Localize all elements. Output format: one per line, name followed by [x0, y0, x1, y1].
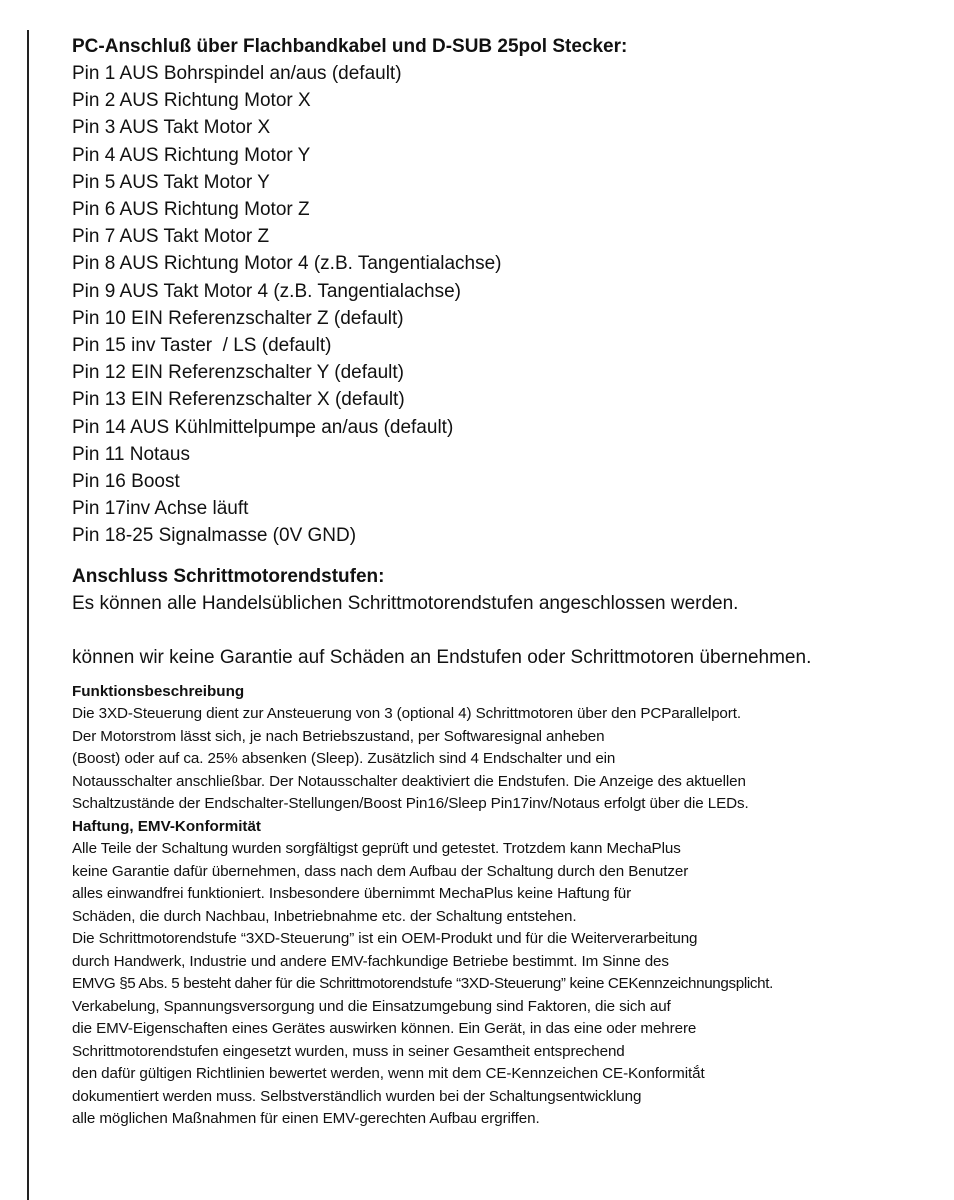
- text-line: Verkabelung, Spannungsversorgung und die Einsatzumgebung sind Faktoren, die sich auf: [72, 997, 671, 1015]
- pin-line: Pin 14 AUS Kühlmittelpumpe an/aus (default): [72, 416, 454, 438]
- text-line: Die Schrittmotorendstufe “3XD-Steuerung” ist ein OEM-Produkt und für die Weiterverarbeitung: [72, 930, 698, 948]
- text-line: Notausschalter anschließbar. Der Notausschalter deaktiviert die Endstufen. Die Anzeige des aktuellen: [72, 772, 746, 790]
- pin-line: Pin 4 AUS Richtung Motor Y: [72, 144, 311, 166]
- pin-line: Pin 17inv Achse läuft: [72, 498, 249, 520]
- stepper-connection-text: Es können alle Handelsüblichen Schrittmotorendstufen angeschlossen werden.: [72, 592, 739, 614]
- pin-line: Pin 16 Boost: [72, 471, 180, 493]
- pc-connection-heading: PC-Anschluß über Flachbandkabel und D-SUB 25pol Stecker:: [72, 36, 628, 57]
- text-line: durch Handwerk, Industrie und andere EMV-fachkundige Betriebe bestimmt. Im Sinne des: [72, 952, 669, 970]
- stepper-warranty-text: können wir keine Garantie auf Schäden an Endstufen oder Schrittmotoren übernehmen.: [72, 646, 812, 668]
- text-line: den dafür gültigen Richtlinien bewertet werden, wenn mit dem CE-Kennzeichen CE-Konformitắt: [72, 1065, 705, 1083]
- pin-line: Pin 6 AUS Richtung Motor Z: [72, 199, 310, 221]
- pin-line: Pin 18-25 Signalmasse (0V GND): [72, 525, 357, 547]
- text-line: dokumentiert werden muss. Selbstverständlich wurden bei der Schaltungsentwicklung: [72, 1087, 642, 1105]
- text-line: Der Motorstrom lässt sich, je nach Betriebszustand, per Softwaresignal anheben: [72, 727, 605, 745]
- text-line: Schaltzustände der Endschalter-Stellungen/Boost Pin16/Sleep Pin17inv/Notaus erfolgt über die LEDs.: [72, 795, 749, 813]
- text-line: Schäden, die durch Nachbau, Inbetriebnahme etc. der Schaltung entstehen.: [72, 907, 577, 925]
- text-line: alle möglichen Maßnahmen für einen EMV-gerechten Aufbau ergriffen.: [72, 1110, 540, 1128]
- pin-line: Pin 7 AUS Takt Motor Z: [72, 226, 270, 248]
- text-line: alles einwandfrei funktioniert. Insbesondere übernimmt MechaPlus keine Haftung für: [72, 885, 632, 903]
- stepper-connection-heading: Anschluss Schrittmotorendstufen:: [72, 565, 385, 587]
- pin-line: Pin 1 AUS Bohrspindel an/aus (default): [72, 63, 402, 84]
- pin-line: Pin 5 AUS Takt Motor Y: [72, 171, 270, 193]
- document-page: [72, 33, 952, 1131]
- pin-line: Pin 8 AUS Richtung Motor 4 (z.B. Tangentialachse): [72, 253, 502, 275]
- function-description-heading: Funktionsbeschreibung: [72, 682, 245, 700]
- text-line: Die 3XD-Steuerung dient zur Ansteuerung von 3 (optional 4) Schrittmotoren über den PCParallelport.: [72, 705, 741, 723]
- left-margin-rule: [27, 30, 29, 1200]
- liability-emv-section: [72, 816, 952, 1131]
- liability-emv-heading: Haftung, EMV-Konformität: [72, 817, 261, 835]
- pin-line: Pin 12 EIN Referenzschalter Y (default): [72, 362, 404, 384]
- text-line: EMVG §5 Abs. 5 besteht daher für die Schrittmotorendstufe “3XD-Steuerung” keine CEKennzeichnungsplicht.: [72, 975, 773, 993]
- pc-connection-section: [72, 33, 952, 550]
- pin-line: Pin 13 EIN Referenzschalter X (default): [72, 389, 405, 411]
- paragraph-gap: [72, 617, 952, 644]
- pin-list: [72, 60, 952, 550]
- text-line: Alle Teile der Schaltung wurden sorgfältigst geprüft und getestet. Trotzdem kann MechaPlus: [72, 840, 681, 858]
- text-line: die EMV-Eigenschaften eines Gerätes auswirken können. Ein Gerät, in das eine oder mehrere: [72, 1020, 697, 1038]
- pin-line: Pin 10 EIN Referenzschalter Z (default): [72, 307, 404, 329]
- stepper-connection-section: [72, 563, 952, 671]
- pin-line: Pin 3 AUS Takt Motor X: [72, 117, 271, 139]
- text-line: keine Garantie dafür übernehmen, dass nach dem Aufbau der Schaltung durch den Benutzer: [72, 862, 689, 880]
- text-line: (Boost) oder auf ca. 25% absenken (Sleep). Zusätzlich sind 4 Endschalter und ein: [72, 750, 616, 768]
- pin-line: Pin 2 AUS Richtung Motor X: [72, 90, 311, 112]
- function-description-section: [72, 681, 952, 816]
- pin-line: Pin 15 inv Taster / LS (default): [72, 335, 332, 357]
- pin-line: Pin 11 Notaus: [72, 443, 190, 465]
- text-line: Schrittmotorendstufen eingesetzt wurden, muss in seiner Gesamtheit entsprechend: [72, 1042, 625, 1060]
- pin-line: Pin 9 AUS Takt Motor 4 (z.B. Tangentialachse): [72, 280, 461, 302]
